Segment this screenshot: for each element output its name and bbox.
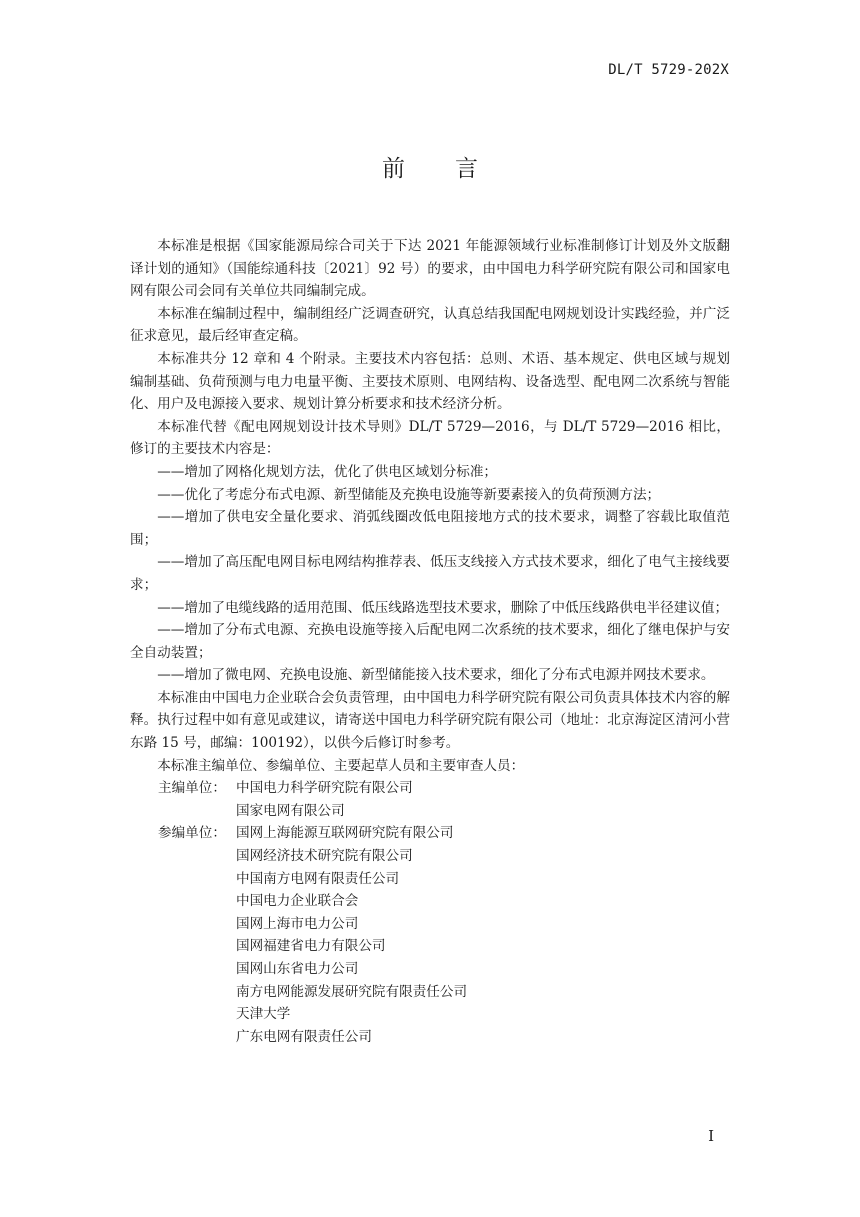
change-item: ——增加了高压配电网目标电网结构推荐表、低压支线接入方式技术要求，细化了电气主接线要求； bbox=[130, 554, 730, 593]
change-item: ——优化了考虑分布式电源、新型储能及充换电设施等新要素接入的负荷预测方法； bbox=[157, 486, 661, 503]
unit-name: 国网经济技术研究院有限公司 bbox=[236, 848, 413, 865]
unit-name: 国网山东省电力公司 bbox=[236, 961, 359, 977]
chief-units-label: 主编单位： bbox=[158, 780, 226, 797]
foreword-body bbox=[130, 235, 730, 1048]
participating-units bbox=[130, 822, 730, 1048]
unit-name: 南方电网能源发展研究院有限责任公司 bbox=[236, 983, 468, 1000]
unit-name: 中国南方电网有限责任公司 bbox=[236, 870, 400, 887]
change-item: ——增加了电缆线路的适用范围、低压线路选型技术要求，删除了中低压线路供电半径建议值； bbox=[157, 599, 729, 616]
paragraph: 本标准在编制过程中，编制组经广泛调查研究，认真总结我国配电网规划设计实践经验，并广泛征求意见，最后经审查定稿。 bbox=[130, 305, 730, 345]
unit-name: 广东电网有限责任公司 bbox=[236, 1028, 372, 1045]
paragraph: 本标准代替《配电网规划设计技术导则》DL/T 5729—2016，与 DL/T 5729—2016 相比，修订的主要技术内容是： bbox=[130, 418, 730, 458]
units-intro: 本标准主编单位、参编单位、主要起草人员和主要审查人员： bbox=[157, 757, 525, 774]
document-code: DL/T 5729-202X bbox=[608, 62, 729, 78]
page-number: I bbox=[708, 1127, 714, 1145]
paragraph: 本标准共分 12 章和 4 个附录。主要技术内容包括：总则、术语、基本规定、供电区域与规划编制基础、负荷预测与电力电量平衡、主要技术原则、电网结构、设备选型、配电网二次系统与智能化、用户及电源接入要求、规划计算分析要求和技术经济分析。 bbox=[130, 350, 730, 413]
title-char-1: 前 bbox=[382, 156, 405, 182]
unit-name: 国网福建省电力有限公司 bbox=[236, 938, 386, 955]
page-title bbox=[0, 150, 860, 183]
unit-name: 中国电力科学研究院有限公司 bbox=[236, 780, 413, 797]
unit-name: 天津大学 bbox=[236, 1006, 291, 1023]
unit-name: 国家电网有限公司 bbox=[236, 802, 345, 819]
management-paragraph: 本标准由中国电力企业联合会负责管理，由中国电力科学研究院有限公司负责具体技术内容的解释。执行过程中如有意见或建议，请寄送中国电力科学研究院有限公司（地址：北京海淀区清河小营东路 15 号，邮编：100192），以供今后修订时参考。 bbox=[130, 689, 730, 752]
unit-name: 国网上海市电力公司 bbox=[236, 915, 359, 932]
unit-name: 中国电力企业联合会 bbox=[236, 893, 359, 910]
change-item: ——增加了分布式电源、充换电设施等接入后配电网二次系统的技术要求，细化了继电保护与安全自动装置； bbox=[130, 622, 730, 661]
title-char-2: 言 bbox=[455, 156, 478, 182]
change-item: ——增加了微电网、充换电设施、新型储能接入技术要求，细化了分布式电源并网技术要求。 bbox=[157, 667, 715, 684]
paragraph: 本标准是根据《国家能源局综合司关于下达 2021 年能源领域行业标准制修订计划及外文版翻译计划的通知》（国能综通科技〔2021〕92 号）的要求，由中国电力科学研究院有限公司和国家电网有限公司会同有关单位共同编制完成。 bbox=[130, 238, 730, 300]
chief-units bbox=[130, 777, 730, 822]
participating-units-label: 参编单位： bbox=[158, 825, 226, 842]
change-item: ——增加了供电安全量化要求、消弧线圈改低电阻接地方式的技术要求，调整了容载比取值范围； bbox=[130, 509, 730, 548]
change-item: ——增加了网格化规划方法，优化了供电区域划分标准； bbox=[157, 463, 498, 480]
unit-name: 国网上海能源互联网研究院有限公司 bbox=[236, 825, 454, 842]
